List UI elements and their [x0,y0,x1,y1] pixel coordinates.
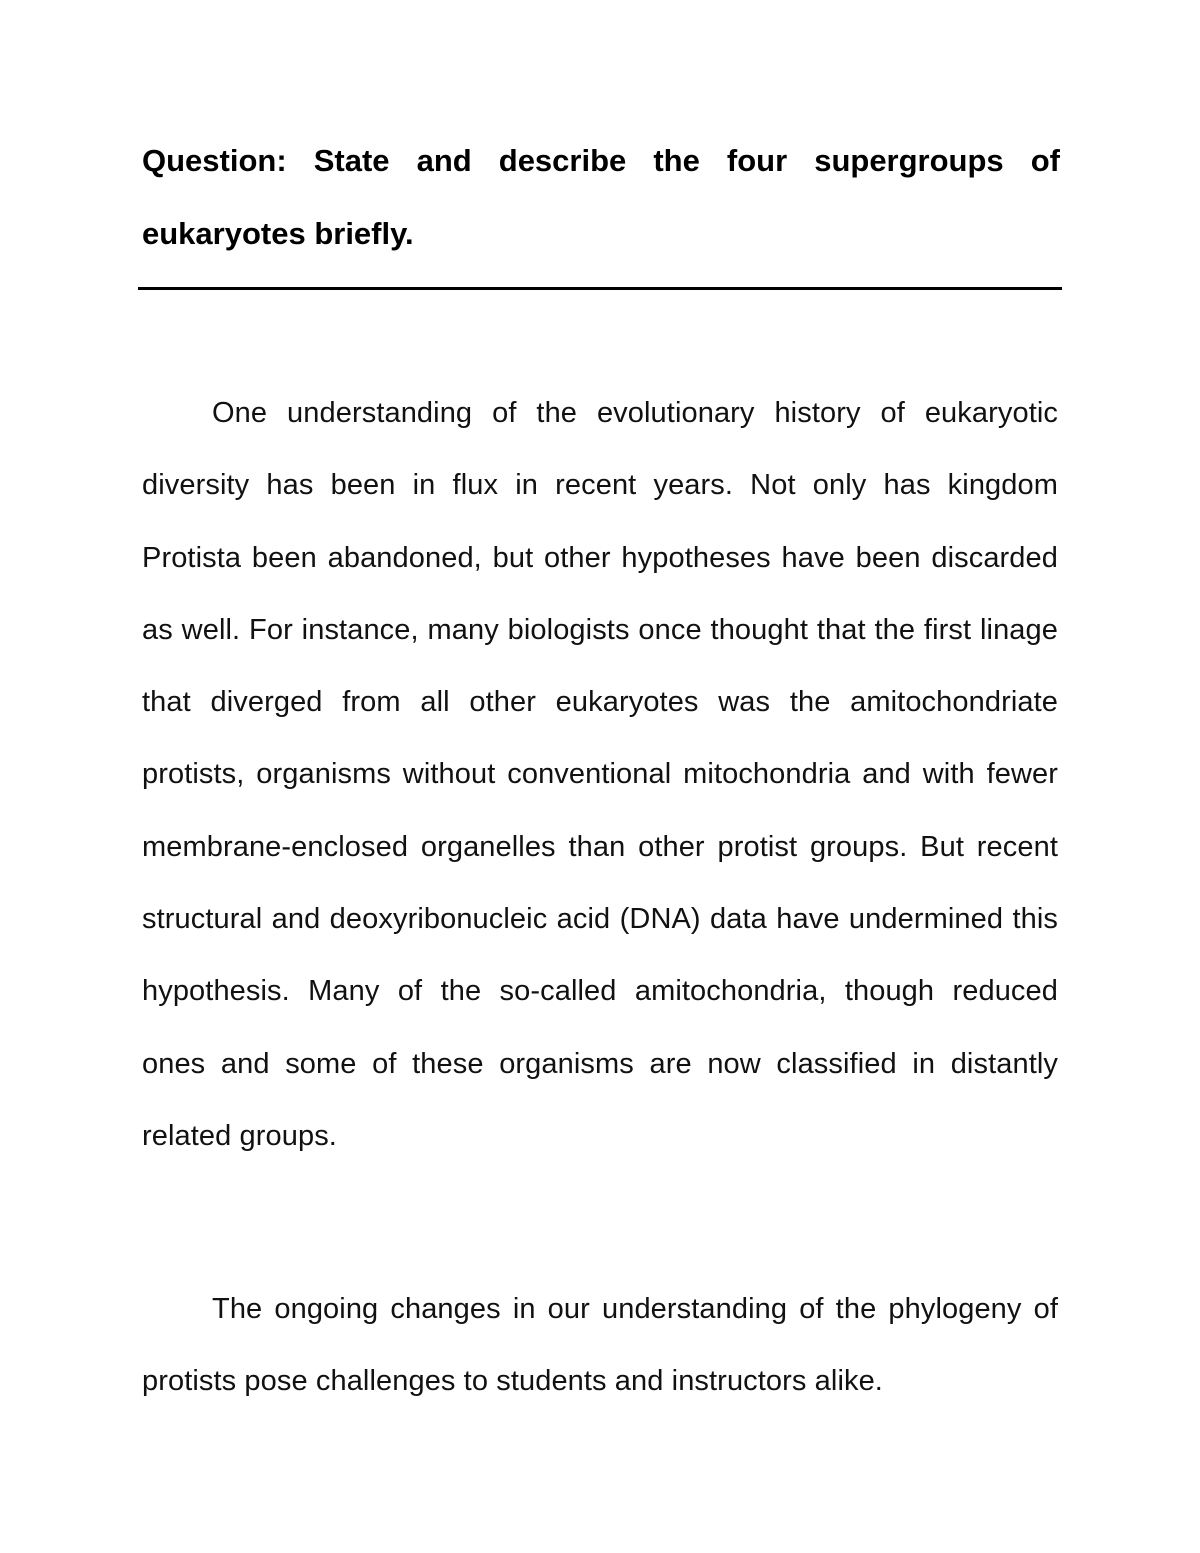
question-heading: Question: State and describe the four supergroups of eukaryotes briefly. [142,143,1060,251]
body-paragraph-2: The ongoing changes in our understanding of the phylogeny of protists pose challenges to students and instructors alike. [142,1293,1058,1398]
body-paragraph-1: One understanding of the evolutionary history of eukaryotic diversity has been in flux in recent years. Not only has kingdom Protista been abandoned, but other hypotheses have been discarded as well. For instance, many biologists once thought that the first linage that diverged from all other eukaryotes was the amitochondriate protists, organisms without conventional mitochondria and with fewer membrane-enclosed organelles than other protist groups. But recent structural and deoxyribonucleic acid (DNA) data have undermined this hypothesis. Many of the so-called amitochondria, though reduced ones and some of these organisms are now classified in distantly related groups. [142,397,1058,1152]
horizontal-rule [138,287,1062,290]
